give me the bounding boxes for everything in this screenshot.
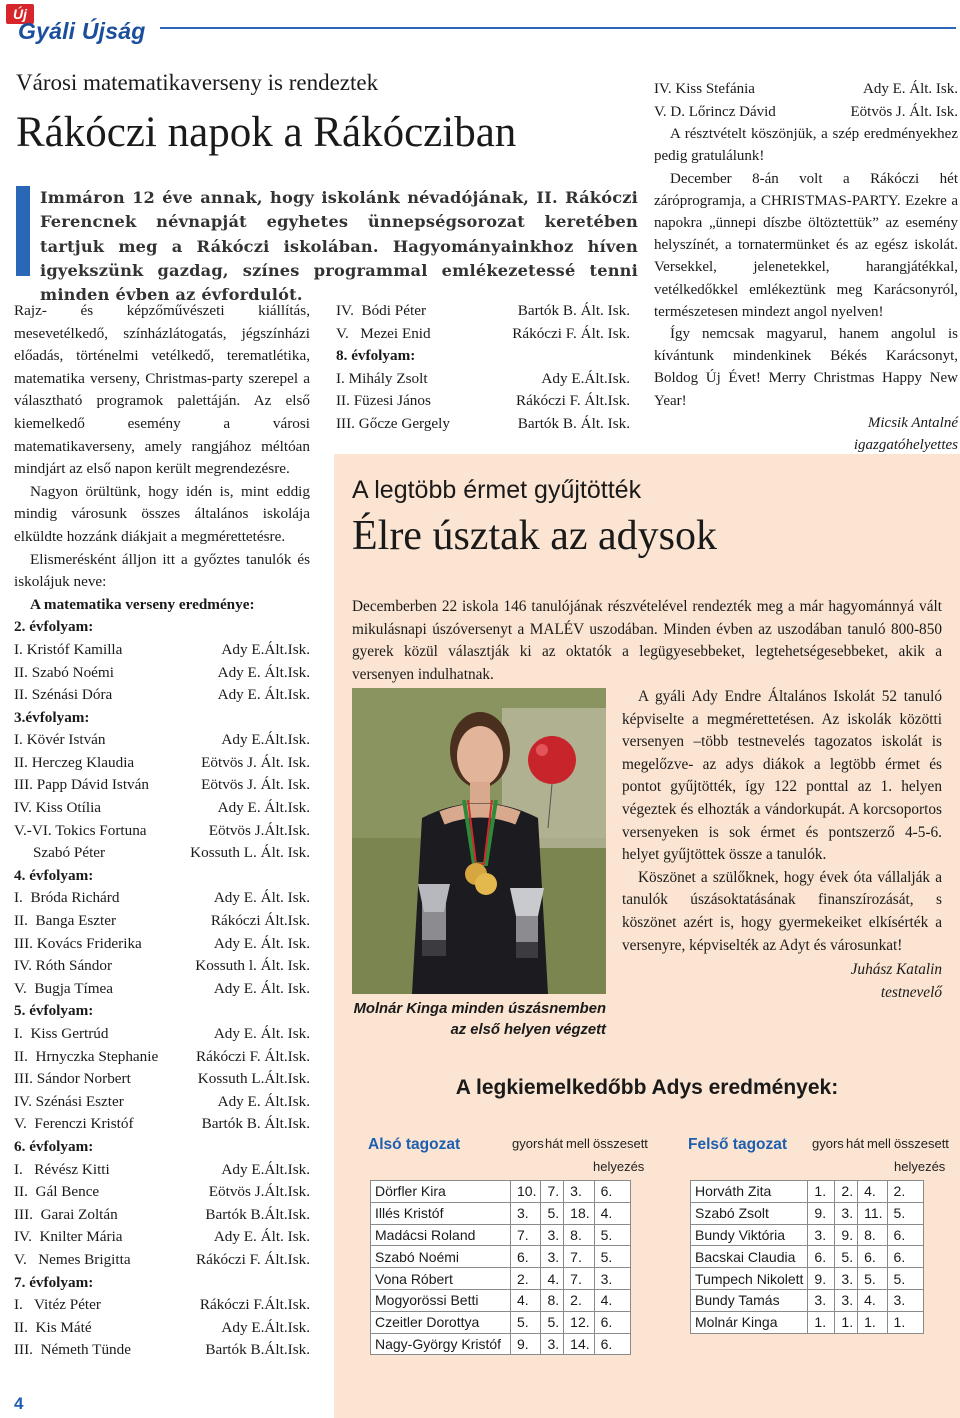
placement-cell-mell: 8. bbox=[564, 1224, 594, 1246]
placement-cell-hat: 3. bbox=[835, 1268, 858, 1290]
student-name: IV. Knilter Mária bbox=[14, 1228, 123, 1246]
article-headline: Élre úsztak az adysok bbox=[352, 513, 718, 559]
placement-cell-hat: 5. bbox=[541, 1202, 564, 1224]
placement-cell-ossz: 6. bbox=[887, 1224, 923, 1246]
col-header-helyezes: helyezés bbox=[894, 1159, 946, 1174]
school-name: Ady E.Ált.Isk. bbox=[541, 369, 630, 387]
placement-cell-mell: 18. bbox=[564, 1202, 594, 1224]
school-name: Eötvös J.Ált.Isk. bbox=[208, 1183, 310, 1201]
swimming-article-body bbox=[622, 686, 942, 1004]
placement-cell-ossz: 5. bbox=[887, 1268, 923, 1290]
school-name: Ady E.Ált.Isk. bbox=[221, 640, 310, 658]
grade-heading: 6. évfolyam: bbox=[14, 1137, 94, 1155]
school-name: Ady E. Ált. Isk. bbox=[213, 889, 310, 907]
placement-cell-ossz: 6. bbox=[594, 1181, 630, 1203]
paragraph: A résztvételt köszönjük, a szép eredményekhez pedig gratulálunk! bbox=[654, 126, 958, 165]
result-row bbox=[14, 887, 310, 910]
paragraph: Nagyon örültünk, hogy idén is, mint eddig mindig városunk összes általános iskolája elküldte hozzánk diákjait a megmérettetésre. bbox=[14, 482, 310, 545]
school-name: Ady E.Ált.Isk. bbox=[221, 1318, 310, 1336]
placement-cell-gyors: 4. bbox=[511, 1289, 541, 1311]
school-name: Bartók B. Ált. Isk. bbox=[517, 302, 630, 319]
table-row bbox=[691, 1181, 924, 1203]
col-header-hat: hát bbox=[545, 1136, 564, 1151]
table-row bbox=[371, 1268, 631, 1290]
school-name: Kossuth L.Ált.Isk. bbox=[197, 1070, 310, 1088]
result-row bbox=[14, 729, 310, 752]
results-list bbox=[654, 78, 958, 123]
result-row bbox=[336, 300, 630, 323]
article-headline: Rákóczi napok a Rákócziban bbox=[16, 109, 517, 156]
col-header-osszesett: összesett bbox=[593, 1136, 648, 1151]
school-name: Ady E. Ált. Isk. bbox=[213, 1025, 310, 1042]
signature-name: Juhász Katalin bbox=[850, 961, 942, 979]
col-header-mell: mell bbox=[566, 1136, 590, 1151]
student-name: III. Németh Tünde bbox=[14, 1341, 131, 1359]
student-name: II. Hrnyczka Stephanie bbox=[14, 1047, 159, 1065]
upper-grade-title: Felső tagozat bbox=[688, 1136, 788, 1153]
swimmer-name-cell: Horváth Zita bbox=[691, 1181, 808, 1203]
article-lead: Immáron 12 éve annak, hogy iskolánk névadójának, II. Rákóczi Ferencnek névnapját egyhetes ünnepségsorozat keretében tartjuk meg a Rákóczi iskolában. Hagyományainkhoz híven igyekszünk gazdag, színes programmal emlékezetessé tenni minden évben az évfordulót. bbox=[40, 188, 638, 305]
placement-cell-mell: 7. bbox=[564, 1246, 594, 1268]
placement-cell-hat: 1. bbox=[835, 1311, 858, 1333]
result-row bbox=[14, 1113, 310, 1136]
placement-cell-hat: 9. bbox=[835, 1224, 858, 1246]
placement-cell-ossz: 1. bbox=[887, 1311, 923, 1333]
placement-cell-gyors: 2. bbox=[511, 1268, 541, 1290]
student-name: V.-VI. Tokics Fortuna bbox=[14, 821, 147, 839]
logo-badge: Új bbox=[6, 4, 34, 24]
results-heading: A matematika verseny eredménye: bbox=[30, 595, 255, 613]
student-name: V. Ferenczi Kristóf bbox=[14, 1115, 134, 1133]
placement-cell-gyors: 6. bbox=[808, 1246, 835, 1268]
placement-cell-gyors: 9. bbox=[511, 1333, 541, 1355]
school-name: Kossuth L. Ált. Isk. bbox=[190, 844, 310, 862]
swimmer-name-cell: Illés Kristóf bbox=[371, 1202, 511, 1224]
placement-cell-hat: 2. bbox=[835, 1181, 858, 1203]
table-row bbox=[371, 1289, 631, 1311]
student-name: I. Kristóf Kamilla bbox=[14, 640, 123, 658]
student-name: III. Papp Dávid István bbox=[14, 776, 149, 794]
placement-cell-gyors: 3. bbox=[808, 1289, 835, 1311]
placement-cell-mell: 2. bbox=[564, 1289, 594, 1311]
school-name: Bartók B. Ált.Isk. bbox=[201, 1115, 310, 1133]
student-name: I. Kövér István bbox=[14, 731, 106, 749]
result-row bbox=[14, 978, 310, 1001]
swimmer-photo bbox=[352, 688, 606, 994]
student-name: I. Mihály Zsolt bbox=[336, 369, 428, 387]
placement-cell-hat: 3. bbox=[835, 1202, 858, 1224]
placement-cell-mell: 7. bbox=[564, 1268, 594, 1290]
school-name: Rákóczi F. Ált.Isk. bbox=[196, 1250, 310, 1268]
paragraph: Így nemcsak magyarul, hanem angolul is kívántunk mindenkinek Békés Karácsonyt, Boldog Új Évet! Merry Christmas Happy New Year! bbox=[654, 326, 958, 409]
grade-heading: 8. évfolyam: bbox=[336, 347, 416, 365]
page-number: 4 bbox=[14, 1394, 24, 1413]
placement-cell-ossz: 3. bbox=[594, 1268, 630, 1290]
placement-cell-ossz: 4. bbox=[594, 1289, 630, 1311]
lower-grade-table bbox=[370, 1180, 631, 1355]
result-row bbox=[14, 1046, 310, 1069]
paragraph: A gyáli Ady Endre Általános Iskolát 52 tanuló képviselte a megmérettetésen. Az iskolák közötti versenyen –több testnevelés tagozatos iskolát is megelőzve- az adys diákok a legtöbb érmet és pontot gyűjtötték, így 122 ponttal az 1. helyen végeztek és elhozták a vándorkupát. A korcsoportos versenyeken is sok érmet és pontszerző 4-5-6. helyet gyűjtöttek össze a tanulók. bbox=[622, 688, 942, 864]
table-row bbox=[371, 1181, 631, 1203]
school-name: Rákóczi F. Ált.Isk. bbox=[516, 392, 630, 410]
result-row bbox=[14, 1249, 310, 1272]
student-name: IV. Kiss Stefánia bbox=[654, 81, 755, 97]
upper-grade-table bbox=[690, 1180, 924, 1334]
result-row bbox=[14, 1181, 310, 1204]
result-row bbox=[14, 1159, 310, 1182]
result-row bbox=[14, 933, 310, 956]
col-header-mell: mell bbox=[867, 1136, 891, 1151]
swimmer-name-cell: Bundy Tamás bbox=[691, 1289, 808, 1311]
placement-cell-hat: 4. bbox=[541, 1268, 564, 1290]
table-row bbox=[371, 1311, 631, 1333]
swimmer-name-cell: Vona Róbert bbox=[371, 1268, 511, 1290]
school-name: Ady E. Ált.Isk. bbox=[217, 663, 310, 681]
placement-cell-mell: 11. bbox=[858, 1202, 887, 1224]
result-row bbox=[14, 774, 310, 797]
student-name: II. Kis Máté bbox=[14, 1318, 92, 1336]
table-row bbox=[691, 1289, 924, 1311]
photo-caption bbox=[352, 999, 606, 1041]
student-name: Szabó Péter bbox=[14, 844, 106, 862]
article-column-1 bbox=[14, 300, 310, 1362]
article-column-3 bbox=[654, 78, 958, 456]
col-header-gyors: gyors bbox=[812, 1136, 844, 1151]
swimmer-name-cell: Szabó Noémi bbox=[371, 1246, 511, 1268]
student-name: V. D. Lőrincz Dávid bbox=[654, 103, 776, 120]
school-name: Eötvös J.Ált.Isk. bbox=[208, 821, 310, 839]
table-row bbox=[691, 1246, 924, 1268]
placement-cell-hat: 5. bbox=[541, 1311, 564, 1333]
student-name: IV. Szénási Eszter bbox=[14, 1092, 124, 1110]
placement-cell-gyors: 9. bbox=[808, 1202, 835, 1224]
placement-cell-mell: 8. bbox=[858, 1224, 887, 1246]
student-name: II. Szénási Dóra bbox=[14, 686, 113, 704]
swimmer-name-cell: Bacskai Claudia bbox=[691, 1246, 808, 1268]
placement-cell-gyors: 3. bbox=[511, 1202, 541, 1224]
lower-grade-title: Alsó tagozat bbox=[368, 1136, 461, 1153]
student-name: II. Banga Eszter bbox=[14, 912, 117, 930]
swimmer-photo-illustration bbox=[352, 688, 606, 994]
student-name: V. Nemes Brigitta bbox=[14, 1250, 131, 1268]
table-row bbox=[691, 1311, 924, 1333]
student-name: V. Bugja Tímea bbox=[14, 979, 113, 997]
student-name: III. Garai Zoltán bbox=[14, 1205, 118, 1223]
result-row bbox=[14, 1226, 310, 1249]
school-name: Kossuth l. Ált. Isk. bbox=[195, 957, 310, 975]
school-name: Eötvös J. Ált. Isk. bbox=[201, 776, 310, 794]
result-row bbox=[14, 842, 310, 865]
result-row bbox=[14, 820, 310, 843]
result-row bbox=[14, 910, 310, 933]
lead-accent-bar bbox=[16, 186, 30, 276]
placement-cell-gyors: 5. bbox=[511, 1311, 541, 1333]
paragraph: Köszönet a szülőknek, hogy évek óta vállalják a tanulók úszásoktatásának finanszírozását, s köszönet azért is, hogy gyermekeiket elkísérték a versenyre, képviselték az Adyt és városunkat! bbox=[622, 868, 942, 954]
result-row bbox=[336, 368, 630, 391]
placement-cell-hat: 3. bbox=[541, 1246, 564, 1268]
grade-heading: 7. évfolyam: bbox=[14, 1273, 94, 1291]
masthead-rule bbox=[160, 27, 956, 29]
student-name: III. Sándor Norbert bbox=[14, 1070, 131, 1088]
placement-cell-mell: 4. bbox=[858, 1181, 887, 1203]
school-name: Rákóczi F. Ált. Isk. bbox=[512, 324, 630, 342]
school-name: Ady E.Ált.Isk. bbox=[221, 731, 310, 749]
student-name: I. Révész Kitti bbox=[14, 1160, 110, 1178]
article-kicker: A legtöbb érmet gyűjtötték bbox=[352, 476, 642, 504]
result-row bbox=[336, 413, 630, 436]
placement-cell-ossz: 5. bbox=[887, 1202, 923, 1224]
student-name: IV. Róth Sándor bbox=[14, 957, 113, 975]
paragraph: Elismerésként álljon itt a győztes tanulók és iskolájuk neve: bbox=[14, 550, 310, 591]
table-row bbox=[371, 1246, 631, 1268]
student-name: III. Kovács Friderika bbox=[14, 934, 142, 952]
school-name: Ady E. Ált.Isk. bbox=[217, 799, 310, 817]
student-name: I. Bróda Richárd bbox=[14, 889, 120, 907]
school-name: Ady E.Ált.Isk. bbox=[221, 1160, 310, 1178]
swimmer-name-cell: Mogyorössi Betti bbox=[371, 1289, 511, 1311]
signature-title: igazgatóhelyettes bbox=[853, 437, 958, 454]
student-name: II. Füzesi János bbox=[336, 392, 431, 410]
masthead-logo bbox=[6, 4, 156, 46]
swimmer-name-cell: Madácsi Roland bbox=[371, 1224, 511, 1246]
col-header-gyors: gyors bbox=[512, 1136, 544, 1151]
placement-cell-ossz: 6. bbox=[887, 1246, 923, 1268]
placement-cell-hat: 5. bbox=[835, 1246, 858, 1268]
school-name: Bartók B. Ált. Isk. bbox=[517, 414, 630, 432]
student-name: V. Mezei Enid bbox=[336, 324, 431, 342]
student-name: IV. Bódi Péter bbox=[336, 302, 426, 319]
placement-cell-hat: 3. bbox=[835, 1289, 858, 1311]
table-row bbox=[691, 1268, 924, 1290]
result-row bbox=[14, 1068, 310, 1091]
placement-cell-ossz: 2. bbox=[887, 1181, 923, 1203]
placement-cell-hat: 8. bbox=[541, 1289, 564, 1311]
swimmer-name-cell: Szabó Zsolt bbox=[691, 1202, 808, 1224]
result-row bbox=[14, 1317, 310, 1340]
result-row bbox=[336, 390, 630, 413]
results-title: A legkiemelkedőbb Adys eredmények: bbox=[455, 1076, 839, 1099]
placement-cell-gyors: 1. bbox=[808, 1181, 835, 1203]
placement-cell-mell: 3. bbox=[564, 1181, 594, 1203]
logo-name: Gyáli Újság bbox=[18, 18, 146, 44]
school-name: Bartók B.Ált.Isk. bbox=[205, 1341, 310, 1359]
result-row bbox=[14, 797, 310, 820]
result-row bbox=[14, 752, 310, 775]
placement-cell-mell: 1. bbox=[858, 1311, 887, 1333]
result-row bbox=[654, 78, 958, 101]
student-name: III. Gőcze Gergely bbox=[336, 414, 450, 432]
school-name: Ady E. Ált. Isk. bbox=[863, 81, 958, 97]
swimmer-name-cell: Bundy Viktória bbox=[691, 1224, 808, 1246]
placement-cell-ossz: 6. bbox=[594, 1333, 630, 1355]
placement-cell-hat: 7. bbox=[541, 1181, 564, 1203]
placement-cell-ossz: 5. bbox=[594, 1246, 630, 1268]
school-name: Rákóczi F. Ált.Isk. bbox=[196, 1047, 310, 1065]
result-row bbox=[14, 639, 310, 662]
article-kicker: Városi matematikaverseny is rendeztek bbox=[16, 70, 379, 95]
table-row bbox=[691, 1202, 924, 1224]
school-name: Rákóczi F.Ált.Isk. bbox=[199, 1296, 310, 1314]
placement-cell-gyors: 1. bbox=[808, 1311, 835, 1333]
student-name: II. Szabó Noémi bbox=[14, 663, 114, 681]
school-name: Ady E. Ált. Isk. bbox=[213, 979, 310, 997]
result-row bbox=[14, 955, 310, 978]
placement-cell-mell: 6. bbox=[858, 1246, 887, 1268]
result-row bbox=[14, 662, 310, 685]
paragraph: December 8-án volt a Rákóczi hét záróprogramja, a CHRISTMAS-PARTY. Ezekre a napokra „ünnepi díszbe öltöztettük” az esemény helyszínét, a tornatermünket és az egész iskolát. Versekkel, jelenetekkel, harangjátékkal, vetélkedőkkel emlékeztünk meg Karácsonyról, természetesen mindezt angol nyelven! bbox=[654, 170, 958, 320]
swimmer-name-cell: Dörfler Kira bbox=[371, 1181, 511, 1203]
placement-cell-hat: 3. bbox=[541, 1224, 564, 1246]
school-name: Ady E. Ált. Isk. bbox=[213, 1228, 310, 1246]
student-name: II. Gál Bence bbox=[14, 1183, 100, 1201]
placement-cell-gyors: 3. bbox=[808, 1224, 835, 1246]
signature-name: Micsik Antalné bbox=[867, 414, 958, 431]
caption-line: az első helyen végzett bbox=[450, 1022, 606, 1038]
placement-cell-gyors: 7. bbox=[511, 1224, 541, 1246]
table-row bbox=[371, 1333, 631, 1355]
placement-cell-ossz: 6. bbox=[594, 1311, 630, 1333]
swimmer-name-cell: Molnár Kinga bbox=[691, 1311, 808, 1333]
placement-cell-ossz: 5. bbox=[594, 1224, 630, 1246]
grade-heading: 3.évfolyam: bbox=[14, 708, 90, 726]
placement-cell-gyors: 9. bbox=[808, 1268, 835, 1290]
student-name: II. Herczeg Klaudia bbox=[14, 753, 135, 771]
result-row bbox=[14, 1339, 310, 1362]
placement-cell-mell: 12. bbox=[564, 1311, 594, 1333]
student-name: I. Vitéz Péter bbox=[14, 1296, 101, 1314]
result-row bbox=[14, 1294, 310, 1317]
placement-cell-mell: 5. bbox=[858, 1268, 887, 1290]
result-row bbox=[14, 684, 310, 707]
col-header-hat: hát bbox=[846, 1136, 865, 1151]
placement-cell-mell: 14. bbox=[564, 1333, 594, 1355]
school-name: Eötvös J. Ált. Isk. bbox=[850, 103, 958, 120]
school-name: Ady E. Ált.Isk. bbox=[217, 686, 310, 704]
grade-heading: 5. évfolyam: bbox=[14, 1002, 94, 1020]
grade-heading: 4. évfolyam: bbox=[14, 866, 94, 884]
results-list bbox=[336, 300, 630, 436]
result-row bbox=[336, 323, 630, 346]
placement-cell-mell: 4. bbox=[858, 1289, 887, 1311]
student-name: I. Kiss Gertrúd bbox=[14, 1025, 109, 1042]
article-column-2 bbox=[336, 300, 630, 436]
signature-title: testnevelő bbox=[880, 983, 942, 1001]
paragraph: Rajz- és képzőművészeti kiállítás, mesevetélkedő, színházlátogatás, jégszínházi előadás, történelmi vetélkedő, terematlétika, matematika verseny, Christmas-party szerepel a választható programok palettáján. Az első kiemelkedő esemény a városi matematikaverseny, amely rangjához méltóan mindjárt az első napon került megrendezésre. bbox=[14, 302, 310, 478]
swimmer-name-cell: Nagy-György Kristóf bbox=[371, 1333, 511, 1355]
table-row bbox=[371, 1224, 631, 1246]
results-list bbox=[14, 616, 310, 1362]
table-row bbox=[371, 1202, 631, 1224]
col-header-helyezes: helyezés bbox=[593, 1159, 645, 1174]
col-header-osszesett: összesett bbox=[894, 1136, 949, 1151]
school-name: Ady E. Ált. Isk. bbox=[213, 934, 310, 952]
school-name: Eötvös J. Ált. Isk. bbox=[201, 753, 310, 771]
swimmer-name-cell: Tumpech Nikolett bbox=[691, 1268, 808, 1290]
grade-heading: 2. évfolyam: bbox=[14, 618, 94, 636]
caption-line: Molnár Kinga minden úszásnemben bbox=[353, 1001, 606, 1017]
result-row bbox=[14, 1091, 310, 1114]
result-row bbox=[654, 101, 958, 124]
swimmer-name-cell: Czeitler Dorottya bbox=[371, 1311, 511, 1333]
placement-cell-hat: 3. bbox=[541, 1333, 564, 1355]
placement-cell-ossz: 3. bbox=[887, 1289, 923, 1311]
result-row bbox=[14, 1023, 310, 1046]
student-name: IV. Kiss Otília bbox=[14, 799, 102, 817]
school-name: Ady E. Ált.Isk. bbox=[217, 1092, 310, 1110]
placement-cell-gyors: 10. bbox=[511, 1181, 541, 1203]
school-name: Rákóczi Ált.Isk. bbox=[210, 912, 310, 930]
result-row bbox=[14, 1204, 310, 1227]
placement-cell-ossz: 4. bbox=[594, 1202, 630, 1224]
article-lead: Decemberben 22 iskola 146 tanulójának részvételével rendezték meg a már hagyománnyá vált mikulásnapi úszóversenyt a MALÉV uszodában. Minden évben az uszodában tanuló 800-850 gyerek közül választják ki az oktatók a legügyesebbeket, legtehetségesebbeket, akik a versenyen indulhatnak. bbox=[352, 598, 942, 683]
placement-cell-gyors: 6. bbox=[511, 1246, 541, 1268]
school-name: Bartók B.Ált.Isk. bbox=[205, 1205, 310, 1223]
table-row bbox=[691, 1224, 924, 1246]
